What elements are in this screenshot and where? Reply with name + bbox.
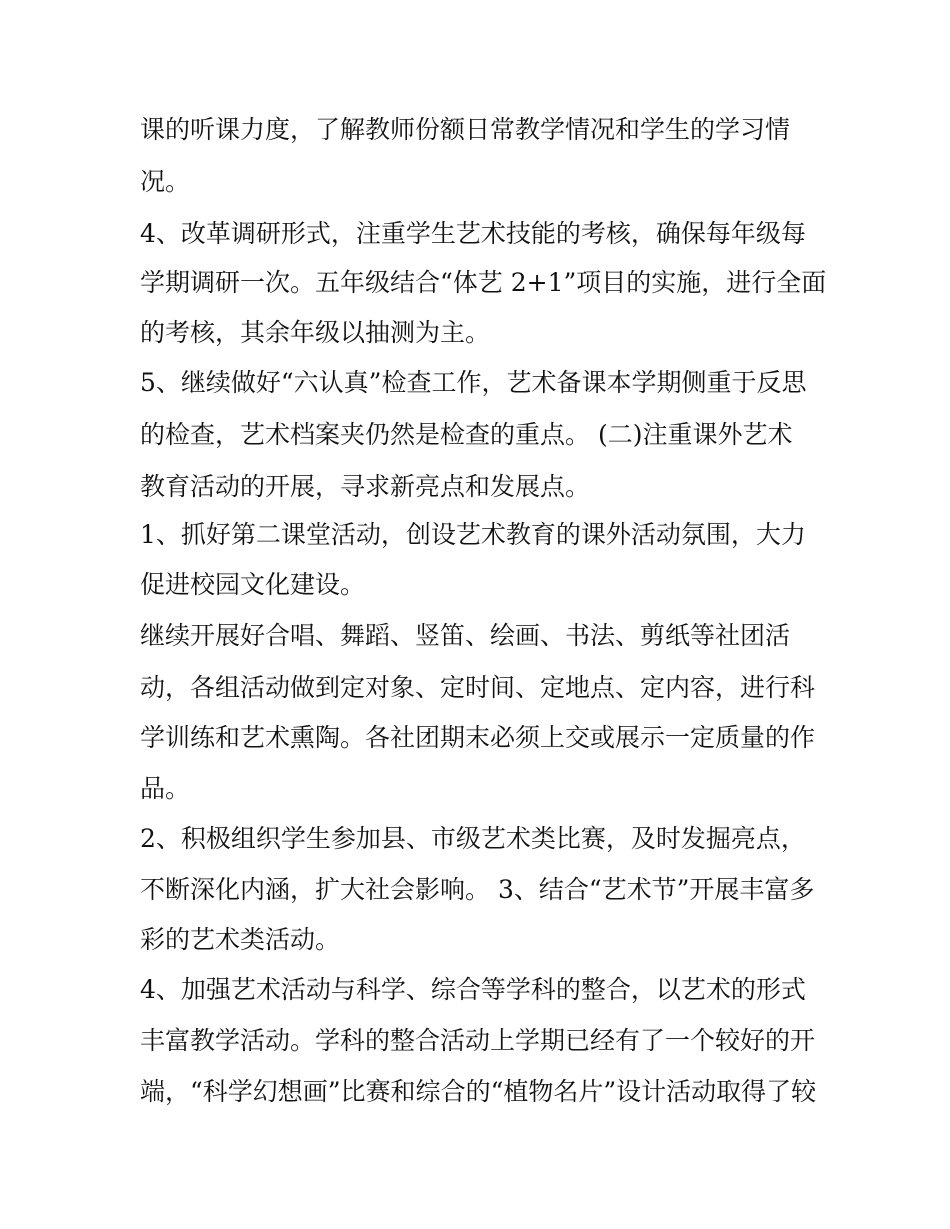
text-line: 1、抓好第二课堂活动，创设艺术教育的课外活动氛围，大力 <box>140 520 806 549</box>
text-line: 动，各组活动做到定对象、定时间、定地点、定内容，进行科 <box>140 673 816 702</box>
text-line: 5、继续做好“六认真”检查工作，艺术备课本学期侧重于反思 <box>140 368 807 397</box>
text-line: 教育活动的开展，寻求新亮点和发展点。 <box>140 472 591 501</box>
text-line: 4、加强艺术活动与科学、综合等学科的整合，以艺术的形式 <box>140 975 806 1004</box>
text-line: 的检查，艺术档案夹仍然是检查的重点。 (二)注重课外艺术 <box>140 420 793 449</box>
text-line: 的考核，其余年级以抽测为主。 <box>140 318 491 347</box>
text-line: 促进校园文化建设。 <box>140 570 366 599</box>
text-line: 丰富教学活动。学科的整合活动上学期已经有了一个较好的开 <box>140 1026 816 1055</box>
text-line: 端，“科学幻想画”比赛和综合的“植物名片”设计活动取得了较 <box>140 1077 817 1106</box>
text-line: 课的听课力度，了解教师份额日常教学情况和学生的学习情 <box>140 115 791 144</box>
text-line: 2、积极组织学生参加县、市级艺术类比赛，及时发掘亮点， <box>140 824 806 853</box>
text-line: 继续开展好合唱、舞蹈、竖笛、绘画、书法、剪纸等社团活 <box>140 621 791 650</box>
text-line: 不断深化内涵，扩大社会影响。 3、结合“艺术节”开展丰富多 <box>140 875 815 904</box>
text-line: 学期调研一次。五年级结合“体艺 2+1”项目的实施，进行全面 <box>140 268 827 297</box>
text-line: 彩的艺术类活动。 <box>140 925 341 954</box>
text-line: 学训练和艺术熏陶。各社团期末必须上交或展示一定质量的作 <box>140 723 816 752</box>
text-line: 4、改革调研形式，注重学生艺术技能的考核，确保每年级每 <box>140 219 806 248</box>
text-line: 品。 <box>140 774 191 803</box>
text-line: 况。 <box>140 167 191 196</box>
